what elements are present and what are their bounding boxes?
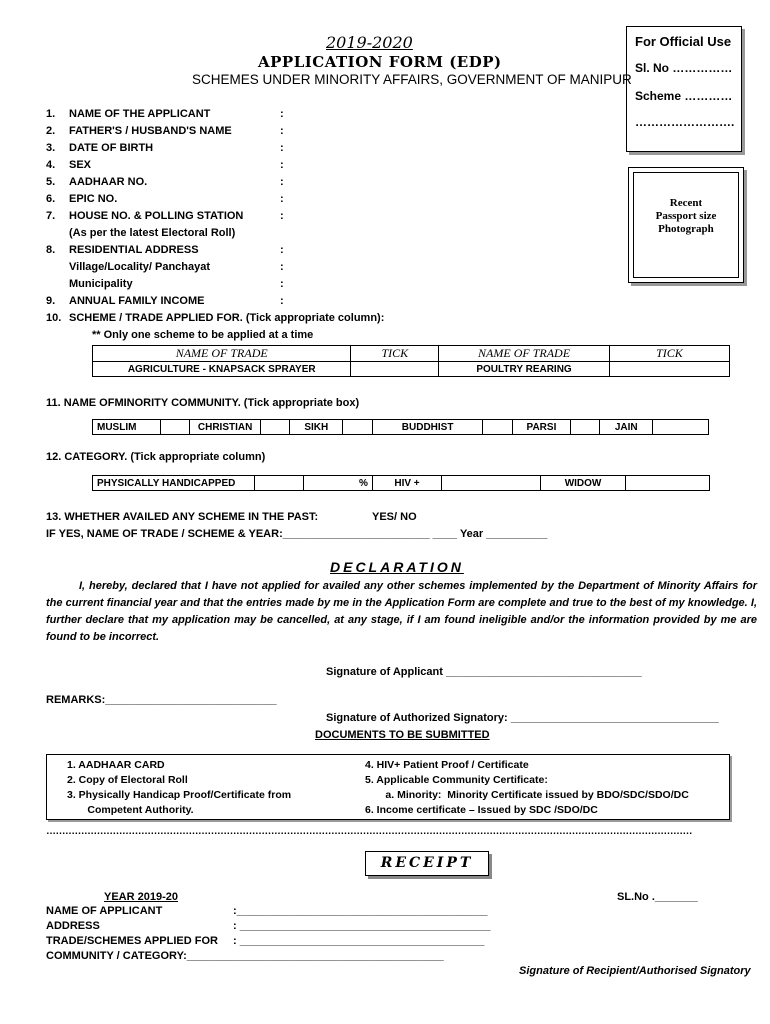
field-row <box>46 210 646 227</box>
receipt-sl-no[interactable]: SL.No ._______ <box>617 891 698 903</box>
community-sikh-box[interactable] <box>343 420 373 435</box>
community-table <box>92 419 709 435</box>
category-table <box>92 475 710 491</box>
category-ph-percent[interactable]: % <box>303 476 372 491</box>
receipt-trade-input[interactable]: : ________________________________________ <box>233 935 485 947</box>
field-row <box>46 125 646 142</box>
field-number: 4. <box>46 159 56 171</box>
field-label: Village/Locality/ Panchayat <box>69 261 211 273</box>
scheme-note: ** Only one scheme to be applied at a time <box>92 329 314 341</box>
receipt-trade-label: TRADE/SCHEMES APPLIED FOR <box>46 935 218 947</box>
trade-table <box>92 345 730 377</box>
field-row <box>46 227 646 244</box>
community-muslim-box[interactable] <box>160 420 190 435</box>
receipt-name-label: NAME OF APPLICANT <box>46 905 163 917</box>
field-label: NAME OF THE APPLICANT <box>69 108 211 120</box>
receipt-address-input[interactable]: : _________________________________________ <box>233 920 491 932</box>
field-row <box>46 312 646 329</box>
field-row <box>46 176 646 193</box>
community-parsi: PARSI <box>513 420 571 435</box>
field-label: HOUSE NO. & POLLING STATION <box>69 210 244 222</box>
receipt-signature: Signature of Recipient/Authorised Signatory <box>519 965 751 977</box>
field-number: 10. <box>46 312 62 324</box>
field-number: 1. <box>46 108 56 120</box>
signature-authorized[interactable]: Signature of Authorized Signatory: __________________________________ <box>326 712 719 724</box>
field-label: SCHEME / TRADE APPLIED FOR. (Tick appropriate column): <box>69 312 385 324</box>
field-input[interactable]: : <box>280 125 284 137</box>
trade-header-tick-2: TICK <box>609 346 729 362</box>
field-label: SEX <box>69 159 92 171</box>
field-label: EPIC NO. <box>69 193 118 205</box>
field-input[interactable]: : <box>280 261 284 273</box>
community-muslim: MUSLIM <box>93 420 161 435</box>
official-scheme: Scheme ………… <box>635 89 733 103</box>
community-christian-box[interactable] <box>260 420 290 435</box>
field-input[interactable]: : <box>280 278 284 290</box>
field-label: ANNUAL FAMILY INCOME <box>69 295 205 307</box>
documents-box <box>46 754 730 820</box>
community-label: 11. NAME OFMINORITY COMMUNITY. (Tick appropriate box) <box>46 397 360 409</box>
field-label: RESIDENTIAL ADDRESS <box>69 244 199 256</box>
field-number: 3. <box>46 142 56 154</box>
field-row <box>46 159 646 176</box>
field-number: 9. <box>46 295 56 307</box>
declaration-text: I, hereby, declared that I have not applied for availed any other schemes implemented by the Department of Minority Affairs for the current financial year and that the entries made by me in the Application Form are complete and true to the best of my knowledge. I, further declare that my application may be cancelled, at any stage, if I am found ineligible and/or the information provided by me are found to be incorrect. <box>46 580 757 643</box>
field-input[interactable]: : <box>280 108 284 120</box>
document-item: Competent Authority. <box>67 804 194 816</box>
remarks[interactable]: REMARKS:____________________________ <box>46 694 277 706</box>
documents-title: DOCUMENTS TO BE SUBMITTED <box>315 729 490 741</box>
field-number: 5. <box>46 176 56 188</box>
past-scheme-question: 13. WHETHER AVAILED ANY SCHEME IN THE PAST: <box>46 511 319 523</box>
photo-box-text: Recent Passport size Photograph <box>655 196 717 235</box>
field-label: (As per the latest Electoral Roll) <box>69 227 236 239</box>
documents-right <box>365 758 689 818</box>
receipt-address-label: ADDRESS <box>46 920 100 932</box>
past-scheme-if-yes[interactable]: IF YES, NAME OF TRADE / SCHEME & YEAR:________________________ ____ Year __________ <box>46 528 548 540</box>
field-number: 8. <box>46 244 56 256</box>
trade-tick-agriculture[interactable] <box>351 362 439 377</box>
official-use-title: For Official Use <box>635 34 732 49</box>
community-parsi-box[interactable] <box>570 420 600 435</box>
trade-option-agriculture: AGRICULTURE - KNAPSACK SPRAYER <box>93 362 351 377</box>
signature-applicant[interactable]: Signature of Applicant ________________________________ <box>326 666 642 678</box>
document-item: 2. Copy of Electoral Roll <box>67 774 188 786</box>
cut-separator: …………………………………………………………………………………………………………………………………………………………………………………… <box>46 826 692 837</box>
field-input[interactable]: : <box>280 193 284 205</box>
trade-option-poultry: POULTRY REARING <box>439 362 610 377</box>
community-buddhist: BUDDHIST <box>372 420 483 435</box>
community-sikh: SIKH <box>290 420 343 435</box>
field-input[interactable]: : <box>280 176 284 188</box>
trade-header-name-1: NAME OF TRADE <box>93 346 351 362</box>
document-item: 1. AADHAAR CARD <box>67 759 165 771</box>
community-jain: JAIN <box>600 420 653 435</box>
category-hiv: HIV + <box>372 476 441 491</box>
document-item: 4. HIV+ Patient Proof / Certificate <box>365 759 529 771</box>
form-year: 2019-2020 <box>326 33 413 52</box>
trade-header-tick-1: TICK <box>351 346 439 362</box>
document-item: 3. Physically Handicap Proof/Certificate from <box>67 789 292 801</box>
receipt-year: YEAR 2019-20 <box>104 891 178 903</box>
category-ph-box[interactable] <box>254 476 303 491</box>
past-scheme-answer[interactable]: YES/ NO <box>372 511 417 523</box>
field-row <box>46 108 646 125</box>
category-ph: PHYSICALLY HANDICAPPED <box>93 476 255 491</box>
field-number: 2. <box>46 125 56 137</box>
field-input[interactable]: : <box>280 142 284 154</box>
field-row <box>46 261 646 278</box>
field-input[interactable]: : <box>280 210 284 222</box>
field-label: Municipality <box>69 278 133 290</box>
community-jain-box[interactable] <box>653 420 709 435</box>
field-number: 7. <box>46 210 56 222</box>
field-row <box>46 295 646 312</box>
document-item: a. Minority: Minority Certificate issued by BDO/SDC/SDO/DC <box>365 789 689 801</box>
form-title: APPLICATION FORM (EDP) <box>258 53 502 71</box>
category-widow-box[interactable] <box>625 476 709 491</box>
field-label: AADHAAR NO. <box>69 176 148 188</box>
official-blank: ……………………. <box>635 115 735 129</box>
official-sl-no: Sl. No …………… <box>635 61 733 75</box>
category-hiv-box[interactable] <box>442 476 541 491</box>
document-item: 6. Income certificate – Issued by SDC /SDO/DC <box>365 804 598 816</box>
form-subtitle: SCHEMES UNDER MINORITY AFFAIRS, GOVERNMENT OF MANIPUR <box>192 72 632 87</box>
category-label: 12. CATEGORY. (Tick appropriate column) <box>46 451 266 463</box>
receipt-community[interactable]: COMMUNITY / CATEGORY:__________________________________________ <box>46 950 444 962</box>
community-christian: CHRISTIAN <box>190 420 261 435</box>
category-widow: WIDOW <box>541 476 625 491</box>
field-input[interactable]: : <box>280 244 284 256</box>
field-label: DATE OF BIRTH <box>69 142 154 154</box>
trade-header-name-2: NAME OF TRADE <box>439 346 610 362</box>
declaration-title: DECLARATION <box>330 559 464 575</box>
field-input[interactable]: : <box>280 159 284 171</box>
receipt-title: RECEIPT <box>365 851 489 876</box>
field-row <box>46 278 646 295</box>
field-number: 6. <box>46 193 56 205</box>
documents-left <box>67 758 291 818</box>
receipt-name-input[interactable]: :_________________________________________ <box>233 905 488 917</box>
field-row <box>46 142 646 159</box>
field-row <box>46 193 646 210</box>
field-label: FATHER'S / HUSBAND'S NAME <box>69 125 232 137</box>
field-row <box>46 244 646 261</box>
community-buddhist-box[interactable] <box>483 420 513 435</box>
field-input[interactable]: : <box>280 295 284 307</box>
trade-tick-poultry[interactable] <box>609 362 729 377</box>
document-item: 5. Applicable Community Certificate: <box>365 774 548 786</box>
